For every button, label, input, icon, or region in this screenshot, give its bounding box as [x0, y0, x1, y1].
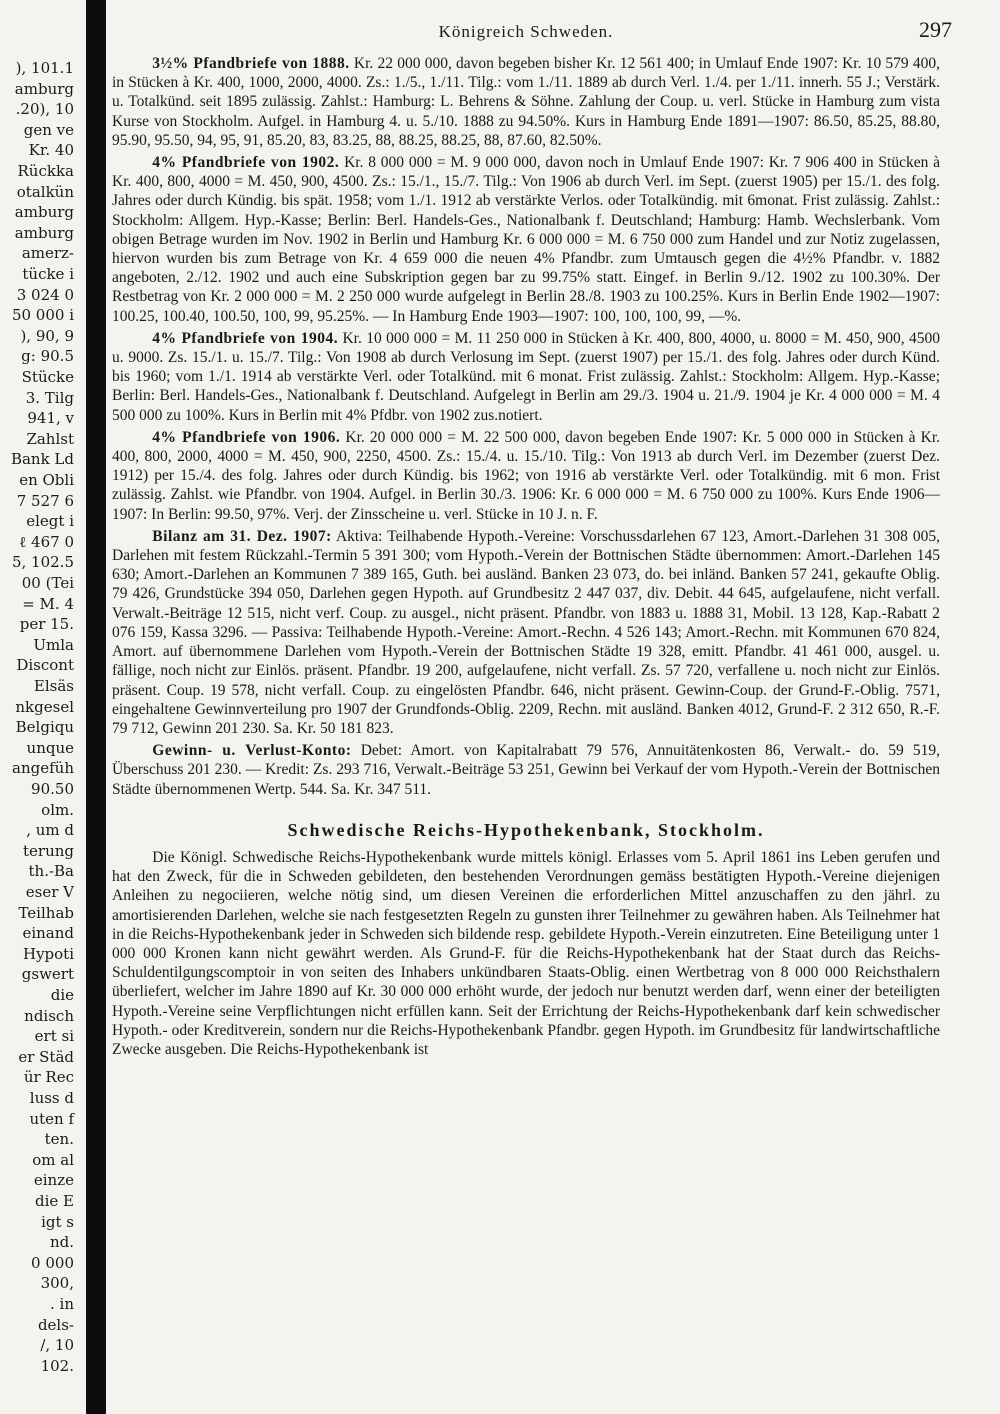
adjacent-page-line: Discont	[16, 656, 74, 675]
adjacent-page-line: otalkün	[16, 182, 74, 201]
adjacent-page-line: 90.50	[31, 780, 74, 798]
section-body: Kr. 22 000 000, davon begeben bisher Kr. 12 561 400; in Umlauf Ende 1907: Kr. 10 579 400, in Stücken à Kr. 400, 1000, 2000, 4000. Zs.: 1./5., 1./11. Tilg.: vom 1./11. 1889 ab durch Verl. 1./4. per 1./11. innerh. 55 J.; Verstärk. u. Totalkünd. seit 1895 zulässig. Zahlst.: Hamburg: L. Behrens & Söhne. Zahlung der Coup. u. verl. Stücke in Hamburg zum vista Kurse von Stockholm. Aufgel. in Hamburg 4. u. 5./10. 1888 zu 94.50%. Kurs in Hamburg Ende 1891—1907: 86.50, 85.25, 88.80, 95.90, 95.50, 94, 95, 91, 85.20, 83, 83.25, 88, 88.25, 88.25, 88, 87.60, 82.50%.	[112, 55, 941, 149]
section-pfandbriefe-1904	[112, 329, 940, 425]
adjacent-page-line: Teilhab	[18, 903, 74, 922]
adjacent-page-line: terung	[23, 841, 74, 860]
section-body: Kr. 20 000 000 = M. 22 500 000, davon begeben Ende 1907: Kr. 5 000 000 in Stücken à Kr. 400, 800, 2000, 4000 = M. 450, 900, 2250, 4500. Zs.: 15./4. u. 15./10. Tilg.: Von 1913 ab durch Verl. im Dezember (zuerst Dez. 1912) per 15./4. des folg. Jahres oder durch Kündig. bis 1962; von 1916 ab verstärkte Verl. oder Totalkündig. mit 6 mon. Frist zulässig. Zahlst. wie Pfandbr. von 1904. Aufgel. in Berlin 30./3. 1906: Kr. 6 000 000 = M. 6 750 000 zu 100%. Kurs Ende 1906—1907: In Berlin: 99.50, 97%. Verj. der Zinsscheine u. verl. Stücke in 10 J. n. F.	[112, 428, 941, 523]
book-spine-shadow	[86, 0, 106, 1414]
adjacent-page-line: Hypoti	[22, 944, 74, 963]
adjacent-page-line: = M. 4	[22, 594, 74, 613]
adjacent-page-line: amburg	[14, 203, 74, 222]
adjacent-page-line: elegt i	[26, 512, 74, 531]
adjacent-page-line: 3 024 0	[16, 285, 74, 304]
section-body: Aktiva: Teilhabende Hypoth.-Vereine: Vorschussdarlehen 67 123, Amort.-Darlehen 31 308 005, Darlehen mit festem Rückzahl.-Termin 5 391 300; vom Hypoth.-Verein der Bottnischen Städte übernommen: Amort.-Darlehen 145 630; Amort.-Darlehen an Kommunen 7 389 165, Guth. bei ausländ. Banken 23 073, do. bei inländ. Banken 57 241, gekaufte Oblig. 79 426, Grundstücke 394 050, Darlehen gegen Hypoth. auf Grundbesitz 2 447 037, div. Debit. 44 645, aufgelaufene, nicht verfall. Verwalt.-Beiträge 12 515, nicht verf. Coup. zu ausgel., nicht präsent. Pfandbr. von 1883 u. 1888 31, Mobil. 13 128, Kap.-Rabatt 2 076 159, Kassa 3296. — Passiva: Teilhabende Hypoth.-Vereine: Amort.-Rechn. 4 526 143; Amort.-Rechn. mit Kommunen 670 824, Amort. auf übernommene Darlehen vom Hypoth.-Verein der Bottnischen Städte 19 328, emitt. Pfandbr. 41 461 000, ausgel. u. fällige, noch nicht zur Einlös. präsent. Pfandbr. 19 200, aufgelaufene, nicht verfall. Zs. 57 720, verfallene u. noch nicht zur Einlös. präsent. Coup. 19 578, nicht verfall. Coup. zu eingelösten Pfandbr. 646, nicht präsent. Gewinn-Coup. der Grund-F.-Oblig. 7571, eingehaltene Gewinnverteilung pro 1907 der Grundfonds-Oblig. 2209, Rechn. mit ausländ. Banken 4012, Grund-F. 2 312 650, R.-F. 79 712, Gewinn 201 230. Sa. Kr. 50 181 823.	[112, 527, 940, 737]
adjacent-page-line: igt s	[41, 1212, 74, 1231]
adjacent-page-line: ndisch	[24, 1006, 74, 1025]
adjacent-page-line: Bank Ld	[10, 450, 74, 469]
adjacent-page-line: ert si	[34, 1027, 74, 1046]
adjacent-page-line: amerz-	[21, 244, 74, 263]
section-heading: 4% Pfandbriefe von 1904.	[152, 329, 339, 347]
document-page	[112, 17, 952, 1062]
section-bilanz	[112, 527, 940, 738]
running-title: Königreich Schweden.	[438, 22, 614, 41]
section-body: Kr. 8 000 000 = M. 9 000 000, davon noch in Umlauf Ende 1907: Kr. 7 906 400 in Stücken à Kr. 400, 800, 4000 = M. 450, 900, 4500. Zs.: 15./1., 15./7. Tilg.: Von 1906 ab durch Verl. im Sept. (zuerst 1905) per 15./1. des folg. Jahres oder durch Kündig. bis spät. 1958; vom 1./1. 1912 ab verstärkte Verlos. oder Totalkündig. mit 6monat. Frist zulässig. Zahlst.: Stockholm: Allgem. Hyp.-Kasse; Berlin: Berl. Handels-Ges., Nationalbank f. Deutschland; Hamburg: Hamb. Wechslerbank. Vom obigen Betrage wurden im Nov. 1902 in Berlin und Hamburg Kr. 6 000 000 = M. 6 750 000 zum Handel und zur Notiz zugelassen, hiervon wurden bis zum Betrage von Kr. 4 659 000 die neuen 4% Pfandbr. zum Umtausch gegen die 4½% Pfandbr. v. 1882 angeboten, 2./12. 1902 und auch eine Subskription gegen bar zu 99.75% statt. Eingef. in Berlin 9./12. 1902 zu 100.30%. Der Restbetrag von Kr. 2 000 000 = M. 2 250 000 wurde aufgelegt in Berlin 28./8. 1903 zu 100.25%. Kurs in Berlin Ende 1902—1907: 100.25, 100.40, 100.50, 100, 99, 95.25%. — In Hamburg Ende 1903—1907: 100, 100, 100, 99, —%.	[112, 154, 940, 325]
adjacent-page-line: amburg	[14, 223, 74, 242]
adjacent-page-line: 3. Tilg	[25, 388, 74, 407]
adjacent-page-line: Stücke	[21, 368, 74, 386]
adjacent-page-line: 5, 102.5	[11, 553, 74, 572]
page-header	[112, 17, 952, 54]
section-pfandbriefe-1902	[112, 153, 940, 326]
adjacent-page-line: /, 10	[40, 1336, 74, 1355]
adjacent-page-line: amburg	[14, 79, 74, 98]
section-pfandbriefe-1906	[112, 428, 940, 524]
adjacent-page-line: en Obli	[19, 471, 74, 489]
adjacent-page-line: Elsäs	[33, 677, 74, 695]
adjacent-page-line: Umla	[33, 635, 74, 654]
adjacent-page-line: gswert	[21, 965, 74, 984]
adjacent-page-line: ), 101.1	[15, 59, 74, 77]
adjacent-page-line: per 15.	[19, 615, 74, 634]
adjacent-page-line: 0 000	[31, 1253, 74, 1272]
adjacent-page-line: 50 000 i	[11, 306, 74, 325]
adjacent-page-line: tücke i	[22, 265, 74, 283]
bank-section-title: Schwedische Reichs-Hypothekenbank, Stockholm.	[287, 819, 765, 840]
adjacent-page-line: 00 (Tei	[21, 574, 74, 592]
adjacent-page-line: 7 527 6	[16, 491, 74, 510]
adjacent-page-line: g: 90.5	[21, 347, 74, 366]
adjacent-page-line: angefüh	[12, 759, 74, 778]
adjacent-page-line: uten f	[29, 1109, 74, 1128]
adjacent-page-line: luss d	[29, 1089, 74, 1107]
adjacent-page-line: 102.	[40, 1356, 74, 1375]
adjacent-page-line: ten.	[44, 1130, 74, 1149]
adjacent-page-line: gen ve	[23, 120, 74, 139]
section-pfandbriefe-1888	[112, 54, 940, 150]
adjacent-page-line: nkgesel	[15, 697, 74, 716]
adjacent-page-line: . in	[50, 1295, 74, 1313]
adjacent-page-line: 300,	[40, 1274, 74, 1293]
adjacent-page-line: Zahlst	[26, 429, 74, 448]
adjacent-page-line: th.-Ba	[28, 862, 74, 881]
section-heading: Bilanz am 31. Dez. 1907:	[152, 527, 332, 545]
bank-section-body: Die Königl. Schwedische Reichs-Hypothekenbank wurde mittels königl. Erlasses vom 5. April 1861 ins Leben gerufen und hat den Zweck, für die in Schweden gebildeten, den bestehenden Verordnungen gemäss bestätigten Hypoth.-Vereine diejenigen Anleihen zu negociieren, welche nötig sind, um diesen Vereinen die erforderlichen Mittel anzuschaffen zu den jährl. zu amortisierenden Darlehen, welche sie nach festgesetzten Regeln zu gunsten ihrer Teilnehmer zu gewähren haben. Als Teilnehmer hat in die Reichs-Hypothekenbank jeder in Schweden sich bildende resp. gebildete Hypoth.-Verein einzutreten. Eine Beteiligung unter 1 000 000 Kronen kann nicht gewährt werden. Als Grund-F. für die Reichs-Hypothekenbank hat der Staat durch das Reichs-Schuldentilgungscomptoir in von seiten des Inhabers unkündbaren Staats-Oblig. einen Wertbetrag von 8 000 000 Reichsthalern überliefert, welcher im Jahre 1890 auf Kr. 30 000 000 erhöht wurde, der jedoch nur benutzt werden darf, wenn einer der beteiligten Hypoth.-Vereine seine Verpflichtungen nicht erfüllen kann. Seit der Errichtung der Reichs-Hypothekenbank darf kein schwedischer Hypoth.- oder Kreditverein, sondern nur die Reichs-Hypothekenbank Pfandbr. gegen Hypoth. im Grundbesitz für landwirtschaftliche Zwecke ausgeben. Die Reichs-Hypothekenbank ist	[112, 848, 940, 1058]
adjacent-page-line: 941, v	[27, 409, 74, 428]
adjacent-page-line: unque	[26, 738, 74, 757]
section-body: Kr. 10 000 000 = M. 11 250 000 in Stücken à Kr. 400, 800, 4000, u. 8000 = M. 450, 900, 4500 u. 9000. Zs. 15./1. u. 15./7. Tilg.: Von 1908 ab durch Verlosung im Sept. (zuerst 1907) per 15./1. des folg. Jahres oder durch Künd. bis 1960; vom 1./1. 1914 ab verstärkte Verl. oder Totalkünd. mit 6 monat. Frist zulässig. Zahlst.: Stockholm: Allgem. Hyp.-Kasse; Berlin: Berl. Handels-Ges., Nationalbank f. Deutschland. Aufgelegt in Berlin am 29./3. 1904 u. 21./9. 1904 je Kr. 4 000 000 = M. 4 500 000 zu 100%. Kurs in Berlin mit 4% Pfdbr. von 1902 zus.notiert.	[112, 329, 941, 424]
section-heading: Gewinn- u. Verlust-Konto:	[152, 742, 352, 760]
adjacent-page-line: olm.	[41, 800, 74, 819]
section-heading: 3½% Pfandbriefe von 1888.	[152, 55, 350, 72]
adjacent-page-line: ℓ 467 0	[19, 532, 74, 551]
adjacent-page-line: dels-	[37, 1315, 74, 1334]
adjacent-page-line: ür Rec	[23, 1068, 74, 1087]
bank-section	[112, 848, 940, 1059]
adjacent-page-line: nd.	[49, 1233, 74, 1252]
adjacent-page-line: , um d	[26, 821, 74, 840]
section-heading: 4% Pfandbriefe von 1906.	[152, 428, 341, 446]
adjacent-page-line: om al	[32, 1150, 74, 1169]
adjacent-page-line: einze	[33, 1171, 74, 1190]
section-gewinn-verlust	[112, 741, 940, 799]
adjacent-page-line: eser V	[25, 883, 74, 901]
adjacent-page-line: Belgiqu	[15, 718, 74, 737]
adjacent-page-line: Rückka	[17, 162, 74, 180]
page-number: 297	[919, 17, 952, 42]
adjacent-page-line: ), 90, 9	[20, 326, 74, 345]
adjacent-page-line: die E	[35, 1192, 74, 1210]
adjacent-page-line: einand	[22, 924, 74, 943]
section-body: Debet: Amort. von Kapitalrabatt 79 576, Annuitätenkosten 86, Verwalt.- do. 59 519, Überschuss 201 230. — Kredit: Zs. 293 716, Verwalt.-Beiträge 53 251, Gewinn bei Verkauf der vom Hypoth.-Verein der Bottnischen Städte übernommenen Wertp. 544. Sa. Kr. 347 511.	[112, 742, 941, 798]
adjacent-page-line: er Städ	[18, 1047, 74, 1066]
adjacent-page-line: .20), 10	[15, 100, 74, 119]
adjacent-page-fragment	[0, 0, 80, 1414]
section-heading: 4% Pfandbriefe von 1902.	[152, 154, 340, 172]
adjacent-page-line: die	[50, 986, 74, 1004]
adjacent-page-line: Kr. 40	[28, 141, 74, 160]
